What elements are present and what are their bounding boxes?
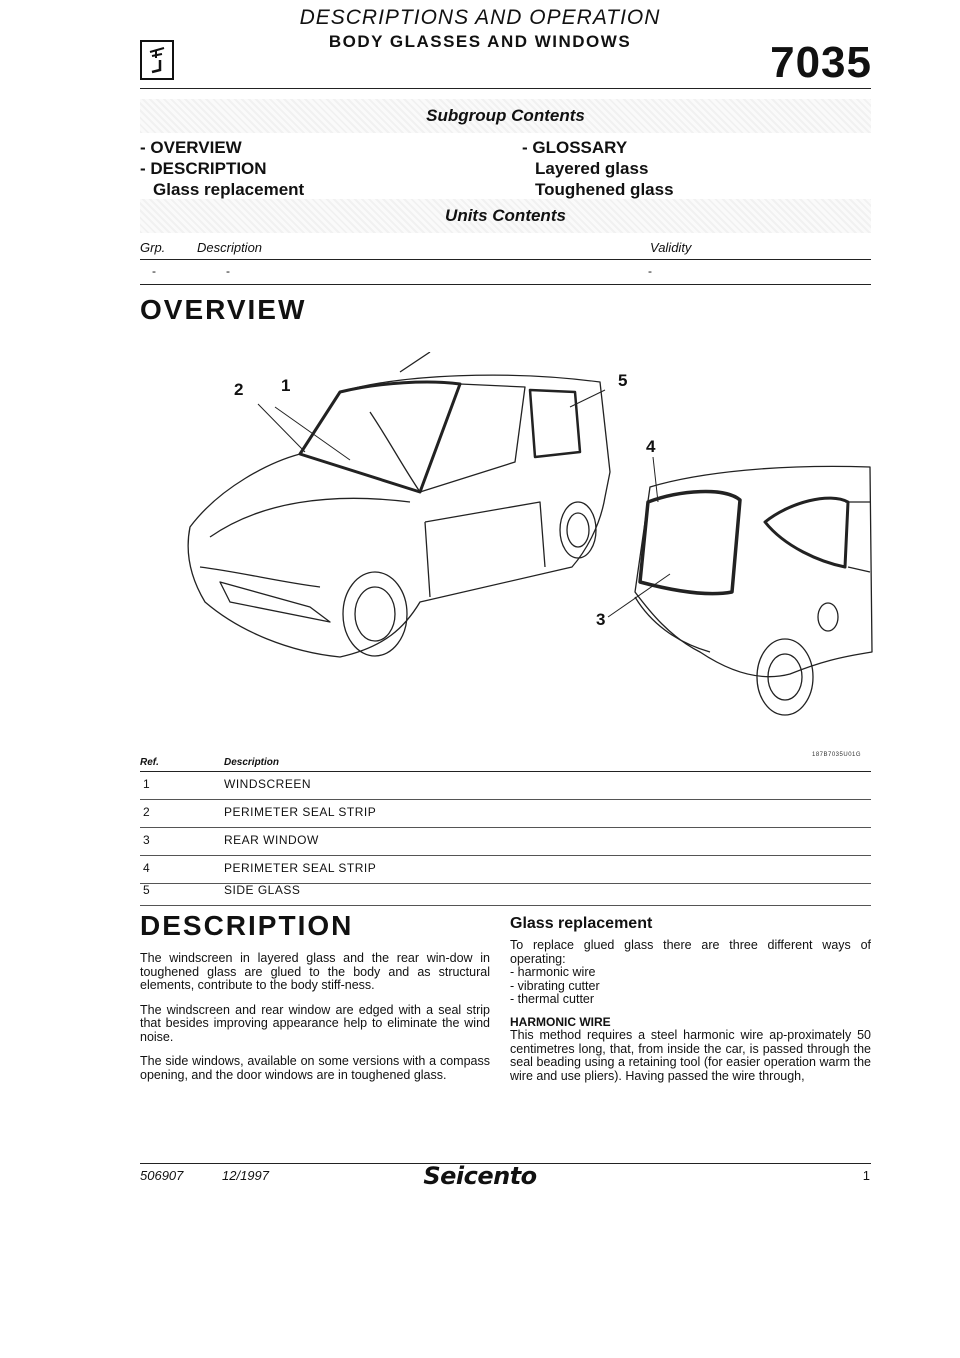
ref-number: 2	[143, 805, 150, 819]
ref-col-header: Ref.	[140, 757, 159, 768]
section-title: DESCRIPTIONS AND OPERATION	[299, 6, 661, 29]
units-col-description: Description	[197, 240, 263, 255]
description-body	[140, 952, 490, 1093]
harmonic-wire-title: HARMONIC WIRE	[510, 1014, 611, 1029]
ref-number: 4	[143, 861, 150, 875]
rear-wheel-front-car	[560, 502, 596, 558]
units-row-validity: -	[648, 264, 652, 278]
group-number: 7035	[770, 38, 872, 87]
callout-4: 4	[646, 437, 656, 456]
description-col-header: Description	[224, 757, 280, 768]
car-glass-icon	[142, 42, 172, 78]
ref-number: 1	[143, 777, 150, 791]
ref-number: 5	[143, 883, 150, 897]
toc-item[interactable]: Layered glass	[535, 159, 649, 178]
subgroup-left-list	[140, 137, 304, 200]
description-heading: DESCRIPTION	[140, 910, 354, 941]
description-paragraph: The windscreen and rear window are edged with a seal strip that besides improving appearance help to eliminate the wind noise.	[140, 1002, 490, 1044]
method-item: - vibrating cutter	[510, 978, 600, 993]
units-row-grp: -	[152, 264, 156, 278]
method-item: - thermal cutter	[510, 992, 595, 1006]
toc-item[interactable]: - GLOSSARY	[522, 138, 628, 157]
ref-description: SIDE GLASS	[224, 883, 301, 897]
method-item: - harmonic wire	[510, 965, 596, 979]
glass-replacement-intro: To replace glued glass there are three different ways of operating:	[510, 938, 871, 966]
glass-replacement-body	[510, 939, 871, 1083]
units-title: Units Contents	[445, 206, 566, 225]
table-row	[140, 772, 871, 800]
ref-description: PERIMETER SEAL STRIP	[224, 805, 377, 819]
car-glass-illustration	[180, 352, 875, 732]
toc-item[interactable]: Toughened glass	[535, 180, 674, 199]
callout-1: 1	[281, 376, 291, 395]
brand-logo: Seicento	[423, 1162, 537, 1190]
toc-item[interactable]: - DESCRIPTION	[140, 159, 267, 178]
ref-description: REAR WINDOW	[224, 833, 319, 847]
overview-heading: OVERVIEW	[140, 294, 307, 325]
page-number: 1	[862, 1168, 870, 1183]
front-car-body	[188, 375, 610, 657]
table-row	[140, 800, 871, 828]
fiat-section-logo	[140, 40, 174, 80]
ref-number: 3	[143, 833, 150, 847]
units-col-validity: Validity	[650, 240, 692, 255]
ref-description: WINDSCREEN	[224, 777, 312, 791]
side-glass-rear	[765, 498, 848, 567]
windscreen-glass	[300, 382, 460, 492]
doc-code: 506907	[140, 1168, 184, 1183]
table-row	[140, 878, 871, 906]
units-header-rule	[140, 259, 871, 260]
header-rule	[140, 88, 871, 89]
description-paragraph: The side windows, available on some versions with a compass opening, and the door windows are in toughened glass.	[140, 1054, 490, 1082]
doc-date: 12/1997	[222, 1168, 269, 1183]
front-wheel	[343, 572, 407, 656]
callout-3: 3	[596, 610, 606, 629]
callout-5: 5	[618, 371, 628, 390]
units-row-description: -	[226, 264, 230, 278]
units-col-grp: Grp.	[140, 240, 166, 255]
description-paragraph: The windscreen in layered glass and the rear win-dow in toughened glass are glued to the body and as structural elements, contribute to the body stiff-ness.	[140, 951, 490, 992]
ref-description: PERIMETER SEAL STRIP	[224, 861, 377, 875]
side-glass-front	[530, 390, 580, 457]
table-row	[140, 828, 871, 856]
page-subtitle: BODY GLASSES AND WINDOWS	[328, 32, 632, 51]
harmonic-wire-text: This method requires a steel harmonic wire ap-proximately 50 centimetres long, that, from inside the car, is passed through the seal beading using a retaining tool (for easier operation warm the wire and use pliers). Having passed the wire through,	[510, 1028, 871, 1083]
figure-code: 187B7035U01G	[812, 752, 862, 758]
glass-replacement-heading: Glass replacement	[510, 915, 653, 932]
subgroup-right-list	[522, 137, 674, 200]
toc-item[interactable]: Glass replacement	[153, 180, 305, 199]
toc-item[interactable]: - OVERVIEW	[140, 138, 242, 157]
rear-window-glass	[640, 492, 740, 594]
callout-2: 2	[234, 380, 244, 399]
subgroup-title: Subgroup Contents	[426, 106, 585, 125]
units-row-rule	[140, 284, 871, 285]
